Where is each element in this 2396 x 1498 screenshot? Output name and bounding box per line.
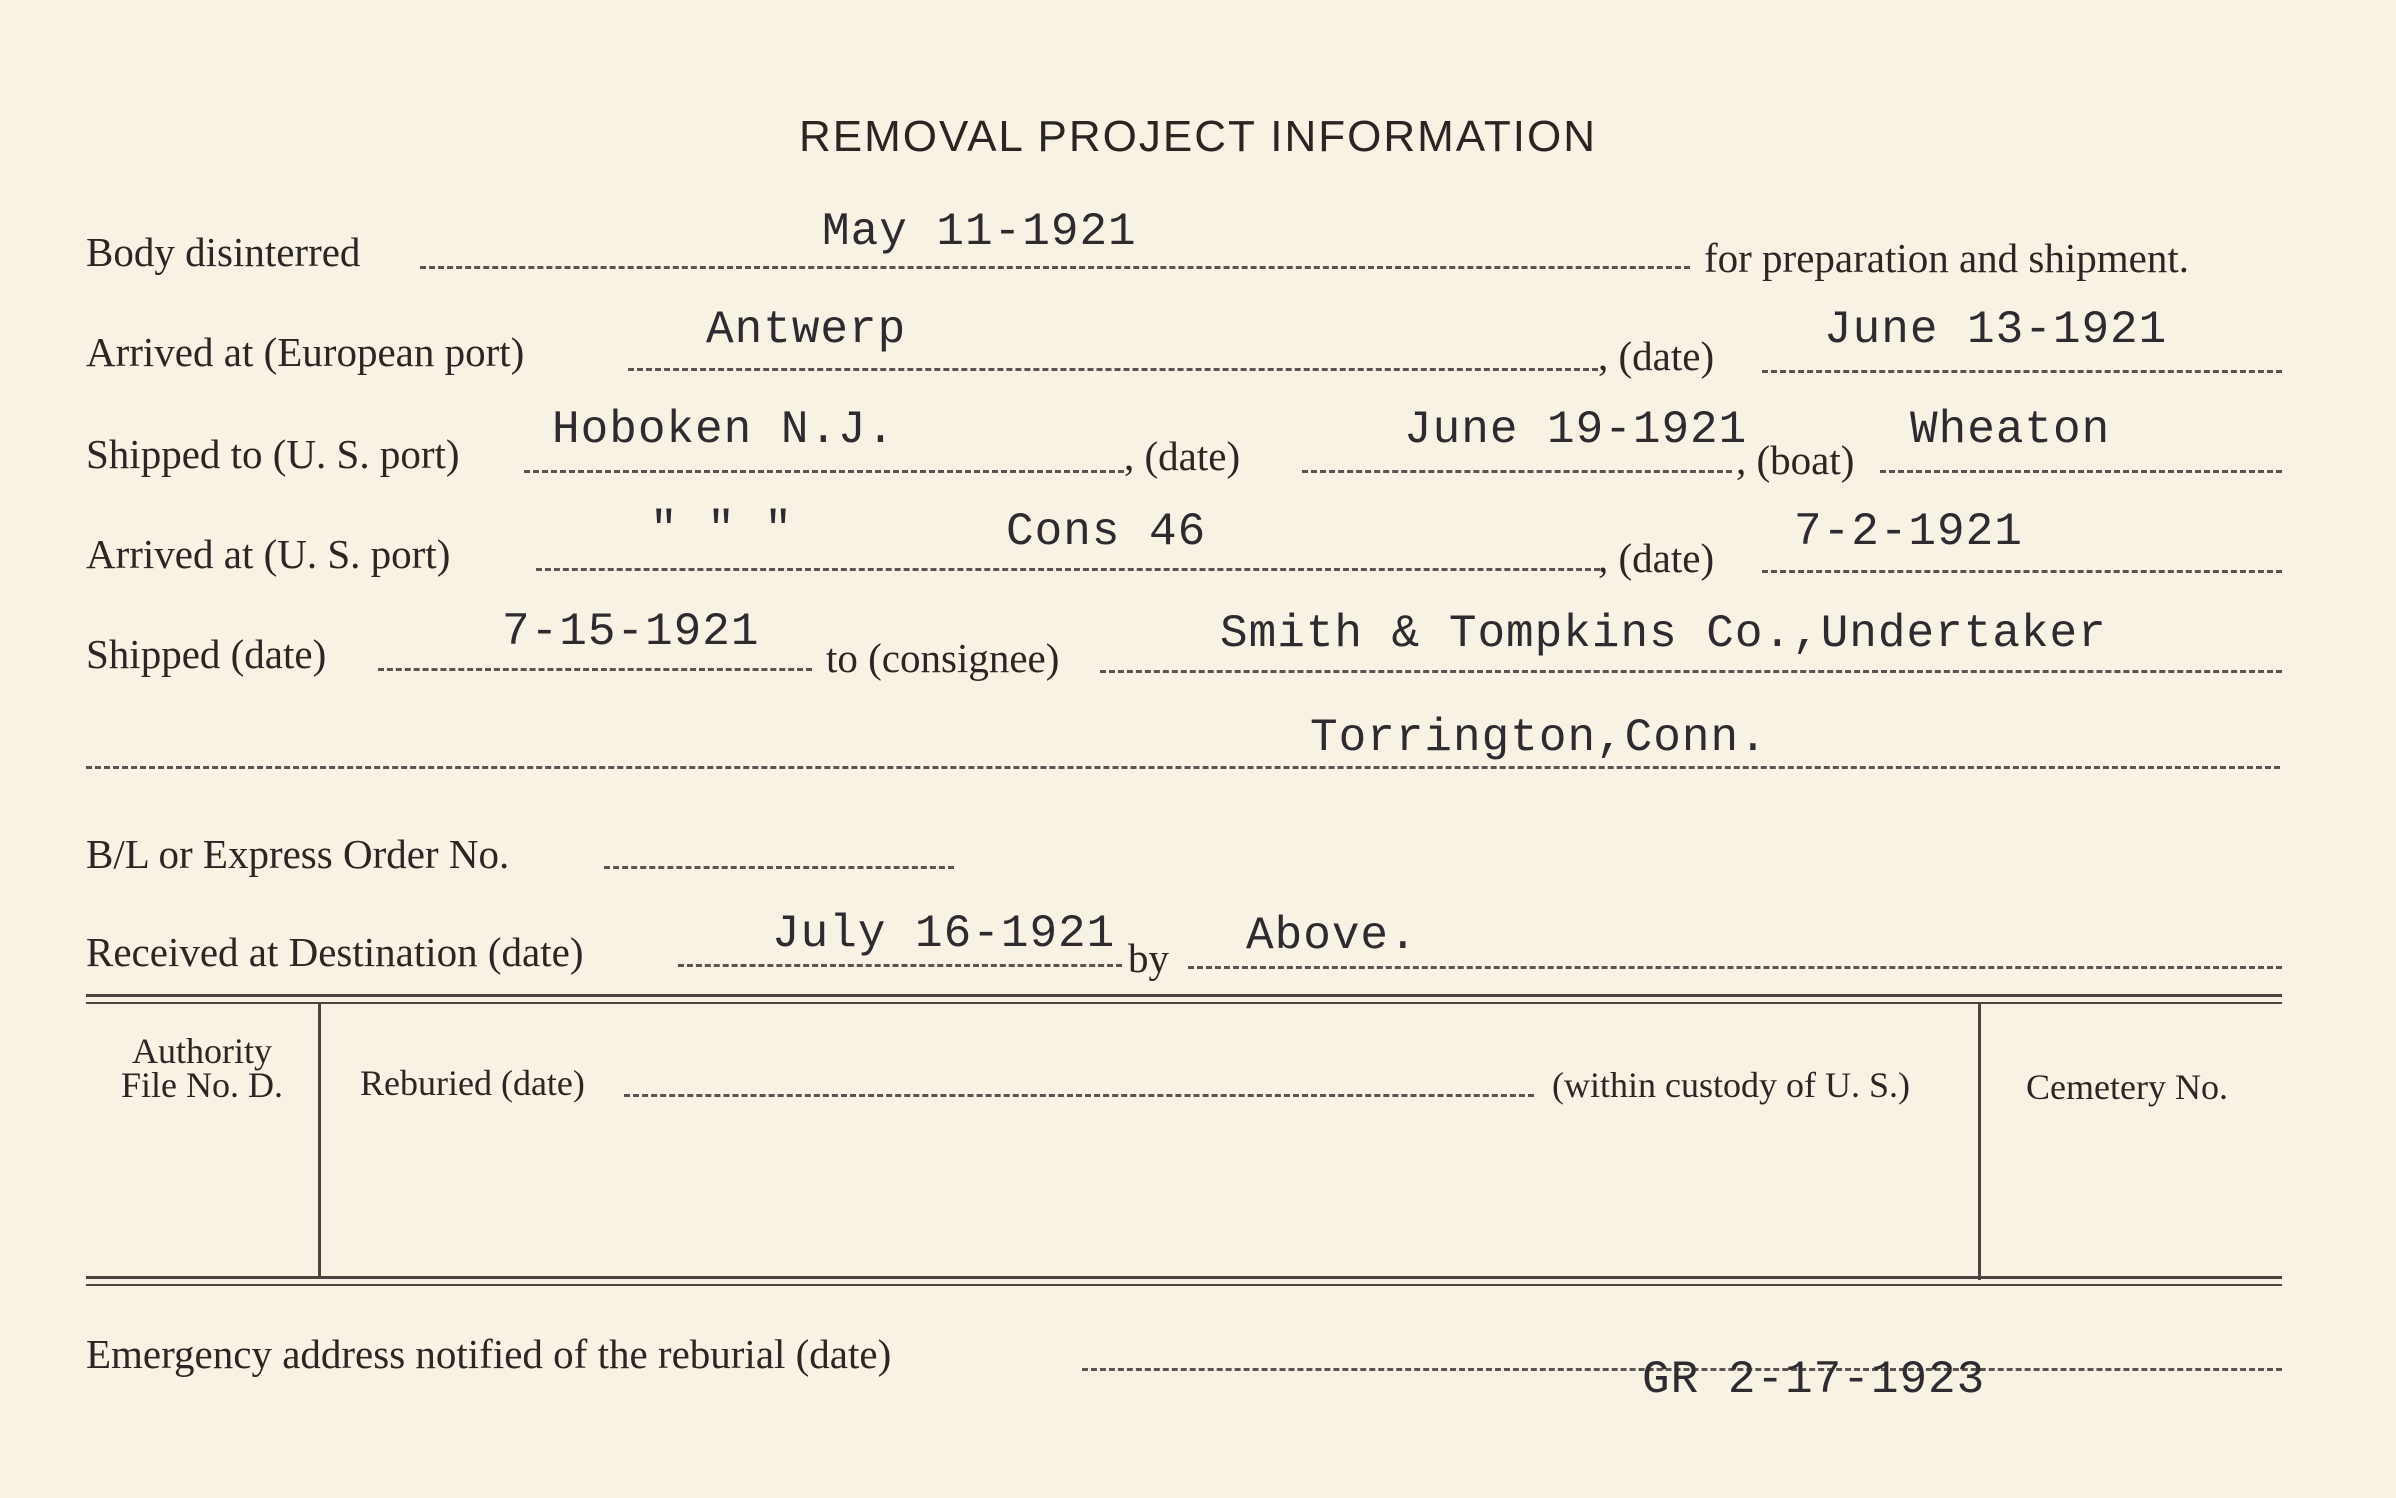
authority-label bbox=[96, 1031, 308, 1105]
authority-label-line1: Authority bbox=[132, 1031, 272, 1071]
received-by-label: by bbox=[1128, 935, 1169, 981]
arrived-us-date-value: 7-2-1921 bbox=[1794, 506, 2023, 558]
received-label: Received at Destination (date) bbox=[86, 929, 584, 975]
arrived-us-label: Arrived at (U. S. port) bbox=[86, 531, 451, 577]
arrived-european-label: Arrived at (European port) bbox=[86, 329, 525, 375]
consignee-value-line2: Torrington,Conn. bbox=[1310, 712, 1768, 764]
emergency-value: GR 2-17-1923 bbox=[1642, 1354, 1986, 1406]
consignee-label: to (consignee) bbox=[826, 635, 1060, 681]
table-bottom-rule bbox=[86, 1276, 2282, 1279]
custody-label: (within custody of U. S.) bbox=[1552, 1065, 1910, 1105]
consignee-line-2 bbox=[86, 766, 2280, 769]
shipped-us-date-label: , (date) bbox=[1124, 433, 1241, 479]
cemetery-label: Cemetery No. bbox=[2026, 1067, 2228, 1107]
shipped-us-boat-label: , (boat) bbox=[1736, 437, 1855, 483]
table-divider-right bbox=[1978, 1004, 1981, 1280]
consignee-value: Smith & Tompkins Co.,Undertaker bbox=[1220, 608, 2107, 660]
body-disinterred-line bbox=[420, 266, 1690, 269]
consignee-line bbox=[1100, 670, 2282, 673]
shipped-us-line bbox=[524, 470, 1124, 473]
arrived-european-date-label: , (date) bbox=[1598, 333, 1715, 379]
received-value: July 16-1921 bbox=[772, 908, 1116, 960]
body-disinterred-label: Body disinterred bbox=[86, 229, 361, 275]
shipped-date-label: Shipped (date) bbox=[86, 631, 327, 677]
shipped-date-line bbox=[378, 668, 812, 671]
arrived-european-date-line bbox=[1762, 370, 2282, 373]
arrived-european-date-value: June 13-1921 bbox=[1824, 304, 2168, 356]
arrived-us-date-line bbox=[1762, 570, 2282, 573]
arrived-us-ditto: " " " bbox=[650, 504, 794, 556]
received-by-line bbox=[1188, 966, 2282, 969]
shipped-date-value: 7-15-1921 bbox=[502, 606, 760, 658]
table-top-rule bbox=[86, 994, 2282, 997]
body-disinterred-suffix: for preparation and shipment. bbox=[1704, 235, 2190, 281]
body-disinterred-value: May 11-1921 bbox=[822, 206, 1137, 258]
received-by-value: Above. bbox=[1246, 910, 1418, 962]
shipped-us-boat-line bbox=[1880, 470, 2282, 473]
bl-label: B/L or Express Order No. bbox=[86, 831, 510, 877]
reburied-label: Reburied (date) bbox=[360, 1063, 585, 1103]
shipped-us-boat-value: Wheaton bbox=[1910, 404, 2111, 456]
arrived-european-value: Antwerp bbox=[706, 304, 907, 356]
arrived-us-value: Cons 46 bbox=[1006, 506, 1207, 558]
arrived-us-date-label: , (date) bbox=[1598, 535, 1715, 581]
table-bottom-rule-2 bbox=[86, 1284, 2282, 1286]
shipped-us-label: Shipped to (U. S. port) bbox=[86, 431, 460, 477]
received-line bbox=[678, 964, 1122, 967]
shipped-us-value: Hoboken N.J. bbox=[552, 404, 896, 456]
arrived-us-line bbox=[536, 568, 1600, 571]
shipped-us-date-value: June 19-1921 bbox=[1404, 404, 1748, 456]
table-divider-left bbox=[318, 1004, 321, 1276]
authority-label-line2: File No. D. bbox=[121, 1065, 283, 1105]
table-top-rule-2 bbox=[86, 1002, 2282, 1004]
page-title: REMOVAL PROJECT INFORMATION bbox=[799, 112, 1597, 161]
emergency-label: Emergency address notified of the reburial (date) bbox=[86, 1331, 892, 1377]
shipped-us-date-line bbox=[1302, 470, 1732, 473]
reburied-line bbox=[624, 1094, 1534, 1097]
bl-line bbox=[604, 866, 954, 869]
arrived-european-line bbox=[628, 368, 1598, 371]
